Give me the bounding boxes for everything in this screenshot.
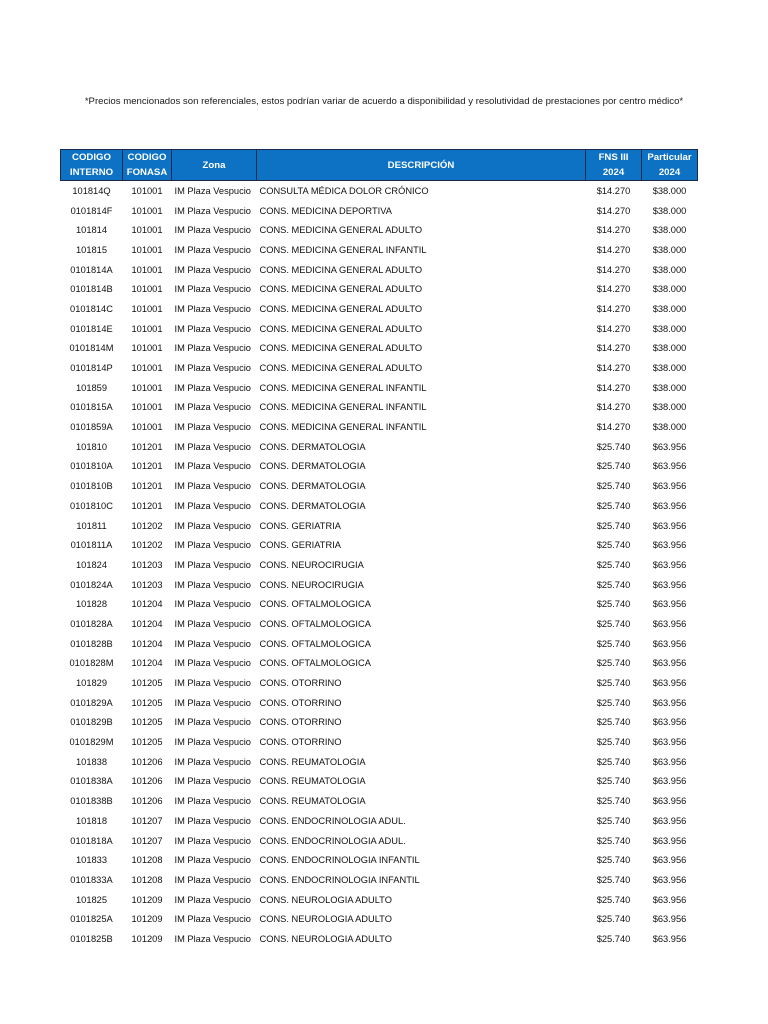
cell-codigo-fonasa: 101209 bbox=[131, 894, 163, 905]
cell-fns-price: $14.270 bbox=[596, 402, 631, 413]
table-row bbox=[61, 201, 698, 221]
table-row bbox=[61, 476, 698, 496]
table-row bbox=[61, 713, 698, 733]
table-row bbox=[61, 890, 698, 910]
cell-descripcion: CONS. REUMATOLOGIA bbox=[259, 796, 366, 807]
table-row bbox=[61, 181, 698, 201]
cell-fns-price: $25.740 bbox=[596, 520, 631, 531]
cell-codigo-fonasa: 101206 bbox=[131, 776, 163, 787]
cell-zona: IM Plaza Vespucio bbox=[174, 244, 251, 255]
header-fns-line1: FNS III bbox=[598, 152, 629, 163]
cell-zona: IM Plaza Vespucio bbox=[174, 402, 251, 413]
cell-codigo-fonasa: 101205 bbox=[131, 678, 163, 689]
table-row bbox=[61, 260, 698, 280]
cell-codigo-fonasa: 101001 bbox=[131, 264, 163, 275]
table-row bbox=[61, 398, 698, 418]
cell-fns-price: $14.270 bbox=[596, 225, 631, 236]
cell-descripcion: CONS. MEDICINA GENERAL ADULTO bbox=[259, 363, 423, 374]
cell-codigo-interno: 101810 bbox=[75, 441, 108, 452]
header-fns bbox=[586, 150, 642, 181]
cell-codigo-interno: 0101810A bbox=[70, 461, 113, 472]
cell-zona: IM Plaza Vespucio bbox=[174, 658, 251, 669]
header-particular-line2: 2024 bbox=[658, 167, 681, 178]
table-row bbox=[61, 417, 698, 437]
cell-codigo-fonasa: 101203 bbox=[131, 559, 163, 570]
cell-fns-price: $25.740 bbox=[596, 678, 631, 689]
cell-descripcion: CONS. MEDICINA GENERAL ADULTO bbox=[259, 323, 423, 334]
cell-codigo-interno: 101838 bbox=[75, 756, 108, 767]
cell-zona: IM Plaza Vespucio bbox=[174, 855, 251, 866]
cell-zona: IM Plaza Vespucio bbox=[174, 933, 251, 944]
table-row bbox=[61, 870, 698, 890]
cell-codigo-fonasa: 101205 bbox=[131, 737, 163, 748]
cell-descripcion: CONS. REUMATOLOGIA bbox=[259, 776, 366, 787]
table-header bbox=[61, 150, 698, 181]
cell-codigo-interno: 0101814E bbox=[70, 323, 113, 334]
cell-codigo-fonasa: 101204 bbox=[131, 599, 163, 610]
cell-particular-price: $38.000 bbox=[652, 225, 687, 236]
cell-codigo-interno: 101815 bbox=[75, 244, 108, 255]
cell-descripcion: CONS. DERMATOLOGIA bbox=[259, 461, 366, 472]
cell-particular-price: $63.956 bbox=[652, 737, 687, 748]
cell-particular-price: $63.956 bbox=[652, 638, 687, 649]
cell-zona: IM Plaza Vespucio bbox=[174, 717, 251, 728]
cell-codigo-fonasa: 101201 bbox=[131, 481, 163, 492]
cell-codigo-interno: 101828 bbox=[75, 599, 108, 610]
cell-codigo-fonasa: 101001 bbox=[131, 323, 163, 334]
cell-particular-price: $63.956 bbox=[652, 618, 687, 629]
cell-codigo-fonasa: 101001 bbox=[131, 185, 163, 196]
cell-particular-price: $63.956 bbox=[652, 697, 687, 708]
price-table bbox=[60, 149, 698, 949]
cell-particular-price: $38.000 bbox=[652, 343, 687, 354]
cell-descripcion: CONS. MEDICINA GENERAL INFANTIL bbox=[259, 402, 427, 413]
cell-zona: IM Plaza Vespucio bbox=[174, 382, 251, 393]
cell-codigo-interno: 0101810B bbox=[70, 481, 113, 492]
cell-fns-price: $14.270 bbox=[596, 284, 631, 295]
cell-codigo-interno: 0101825B bbox=[70, 933, 113, 944]
cell-codigo-fonasa: 101208 bbox=[131, 855, 163, 866]
table-row bbox=[61, 575, 698, 595]
cell-particular-price: $63.956 bbox=[652, 559, 687, 570]
cell-codigo-interno: 0101818A bbox=[70, 835, 113, 846]
cell-zona: IM Plaza Vespucio bbox=[174, 323, 251, 334]
cell-codigo-interno: 0101814M bbox=[69, 343, 114, 354]
cell-codigo-fonasa: 101207 bbox=[131, 815, 163, 826]
cell-codigo-fonasa: 101202 bbox=[131, 520, 163, 531]
cell-codigo-fonasa: 101001 bbox=[131, 402, 163, 413]
cell-particular-price: $38.000 bbox=[652, 244, 687, 255]
cell-descripcion: CONS. ENDOCRINOLOGIA ADUL. bbox=[259, 835, 406, 846]
cell-fns-price: $25.740 bbox=[596, 776, 631, 787]
table-row bbox=[61, 457, 698, 477]
cell-codigo-fonasa: 101001 bbox=[131, 382, 163, 393]
cell-zona: IM Plaza Vespucio bbox=[174, 579, 251, 590]
cell-codigo-fonasa: 101207 bbox=[131, 835, 163, 846]
cell-codigo-fonasa: 101001 bbox=[131, 422, 163, 433]
cell-zona: IM Plaza Vespucio bbox=[174, 776, 251, 787]
table-row bbox=[61, 693, 698, 713]
cell-descripcion: CONS. MEDICINA GENERAL INFANTIL bbox=[259, 422, 427, 433]
cell-codigo-interno: 0101824A bbox=[70, 579, 113, 590]
cell-zona: IM Plaza Vespucio bbox=[174, 481, 251, 492]
table-row bbox=[61, 811, 698, 831]
cell-codigo-fonasa: 101001 bbox=[131, 303, 163, 314]
cell-particular-price: $63.956 bbox=[652, 520, 687, 531]
cell-zona: IM Plaza Vespucio bbox=[174, 205, 251, 216]
table-row bbox=[61, 850, 698, 870]
cell-descripcion: CONS. MEDICINA DEPORTIVA bbox=[259, 205, 392, 216]
cell-fns-price: $14.270 bbox=[596, 205, 631, 216]
cell-particular-price: $63.956 bbox=[652, 678, 687, 689]
cell-fns-price: $14.270 bbox=[596, 264, 631, 275]
cell-particular-price: $63.956 bbox=[652, 658, 687, 669]
cell-codigo-interno: 101811 bbox=[76, 520, 107, 531]
cell-codigo-fonasa: 101001 bbox=[131, 363, 163, 374]
cell-codigo-fonasa: 101204 bbox=[131, 638, 163, 649]
cell-codigo-interno: 0101814F bbox=[70, 205, 113, 216]
cell-descripcion: CONS. OFTALMOLOGICA bbox=[259, 618, 371, 629]
cell-descripcion: CONS. OFTALMOLOGICA bbox=[259, 658, 371, 669]
cell-particular-price: $38.000 bbox=[652, 422, 687, 433]
cell-codigo-interno: 101833 bbox=[75, 855, 108, 866]
cell-particular-price: $63.956 bbox=[652, 461, 687, 472]
table-row bbox=[61, 594, 698, 614]
cell-fns-price: $25.740 bbox=[596, 874, 631, 885]
cell-fns-price: $25.740 bbox=[596, 618, 631, 629]
cell-codigo-interno: 0101859A bbox=[70, 422, 113, 433]
cell-codigo-interno: 0101829A bbox=[70, 697, 113, 708]
table-row bbox=[61, 929, 698, 949]
cell-zona: IM Plaza Vespucio bbox=[174, 796, 251, 807]
cell-zona: IM Plaza Vespucio bbox=[174, 894, 251, 905]
cell-codigo-fonasa: 101208 bbox=[131, 874, 163, 885]
cell-codigo-fonasa: 101001 bbox=[131, 225, 163, 236]
cell-descripcion: CONS. OFTALMOLOGICA bbox=[259, 599, 371, 610]
cell-descripcion: CONS. MEDICINA GENERAL INFANTIL bbox=[259, 382, 427, 393]
cell-descripcion: CONS. MEDICINA GENERAL ADULTO bbox=[259, 284, 423, 295]
cell-fns-price: $14.270 bbox=[596, 323, 631, 334]
table-row bbox=[61, 791, 698, 811]
cell-codigo-interno: 0101833A bbox=[70, 874, 113, 885]
cell-fns-price: $14.270 bbox=[596, 185, 631, 196]
cell-particular-price: $38.000 bbox=[652, 382, 687, 393]
cell-codigo-fonasa: 101203 bbox=[131, 579, 163, 590]
table-row bbox=[61, 378, 698, 398]
cell-codigo-fonasa: 101001 bbox=[131, 244, 163, 255]
cell-fns-price: $25.740 bbox=[596, 461, 631, 472]
cell-codigo-interno: 0101829B bbox=[70, 717, 113, 728]
cell-fns-price: $25.740 bbox=[596, 638, 631, 649]
table-row bbox=[61, 614, 698, 634]
cell-codigo-fonasa: 101204 bbox=[131, 658, 163, 669]
cell-zona: IM Plaza Vespucio bbox=[174, 815, 251, 826]
cell-particular-price: $63.956 bbox=[652, 481, 687, 492]
cell-descripcion: CONS. OTORRINO bbox=[259, 678, 342, 689]
cell-particular-price: $63.956 bbox=[652, 756, 687, 767]
cell-particular-price: $63.956 bbox=[652, 874, 687, 885]
cell-particular-price: $38.000 bbox=[652, 264, 687, 275]
cell-fns-price: $25.740 bbox=[596, 756, 631, 767]
header-codigo-fonasa-line2: FONASA bbox=[126, 167, 168, 178]
table-row bbox=[61, 437, 698, 457]
cell-descripcion: CONS. NEUROLOGIA ADULTO bbox=[259, 894, 392, 905]
cell-codigo-interno: 101824 bbox=[75, 559, 108, 570]
cell-zona: IM Plaza Vespucio bbox=[174, 756, 251, 767]
cell-zona: IM Plaza Vespucio bbox=[174, 225, 251, 236]
header-codigo-interno bbox=[61, 150, 123, 181]
cell-fns-price: $14.270 bbox=[596, 244, 631, 255]
cell-particular-price: $63.956 bbox=[652, 835, 687, 846]
table-row bbox=[61, 220, 698, 240]
cell-codigo-interno: 0101828M bbox=[69, 658, 114, 669]
cell-descripcion: CONS. OTORRINO bbox=[259, 697, 342, 708]
table-row bbox=[61, 732, 698, 752]
cell-codigo-interno: 0101815A bbox=[70, 402, 113, 413]
cell-codigo-fonasa: 101205 bbox=[131, 697, 163, 708]
table-row bbox=[61, 772, 698, 792]
cell-descripcion: CONS. NEUROLOGIA ADULTO bbox=[259, 933, 392, 944]
cell-codigo-interno: 101825 bbox=[75, 894, 108, 905]
cell-codigo-interno: 101814 bbox=[75, 225, 108, 236]
cell-descripcion: CONS. OFTALMOLOGICA bbox=[259, 638, 371, 649]
cell-descripcion: CONS. NEUROLOGIA ADULTO bbox=[259, 914, 392, 925]
cell-particular-price: $63.956 bbox=[652, 579, 687, 590]
cell-zona: IM Plaza Vespucio bbox=[174, 500, 251, 511]
cell-fns-price: $14.270 bbox=[596, 343, 631, 354]
disclaimer-note: *Precios mencionados son referenciales, estos podrían variar de acuerdo a disponibilidad y resolutividad de prestaciones por centro médico* bbox=[84, 96, 684, 107]
cell-descripcion: CONS. DERMATOLOGIA bbox=[259, 481, 366, 492]
cell-fns-price: $25.740 bbox=[596, 737, 631, 748]
cell-descripcion: CONS. ENDOCRINOLOGIA INFANTIL bbox=[259, 874, 420, 885]
cell-particular-price: $63.956 bbox=[652, 815, 687, 826]
cell-codigo-interno: 0101825A bbox=[70, 914, 113, 925]
cell-codigo-fonasa: 101201 bbox=[131, 500, 163, 511]
cell-particular-price: $38.000 bbox=[652, 303, 687, 314]
cell-zona: IM Plaza Vespucio bbox=[174, 540, 251, 551]
cell-fns-price: $25.740 bbox=[596, 658, 631, 669]
cell-codigo-fonasa: 101206 bbox=[131, 756, 163, 767]
cell-particular-price: $63.956 bbox=[652, 933, 687, 944]
cell-particular-price: $63.956 bbox=[652, 500, 687, 511]
cell-fns-price: $14.270 bbox=[596, 303, 631, 314]
cell-zona: IM Plaza Vespucio bbox=[174, 461, 251, 472]
cell-codigo-interno: 0101814C bbox=[70, 303, 113, 314]
table-row bbox=[61, 299, 698, 319]
table-row bbox=[61, 319, 698, 339]
cell-particular-price: $63.956 bbox=[652, 914, 687, 925]
table-row bbox=[61, 752, 698, 772]
table-row bbox=[61, 673, 698, 693]
cell-codigo-fonasa: 101206 bbox=[131, 796, 163, 807]
cell-particular-price: $38.000 bbox=[652, 205, 687, 216]
cell-codigo-interno: 0101814P bbox=[70, 363, 113, 374]
table-row bbox=[61, 909, 698, 929]
cell-fns-price: $25.740 bbox=[596, 500, 631, 511]
cell-fns-price: $25.740 bbox=[596, 599, 631, 610]
cell-codigo-fonasa: 101209 bbox=[131, 933, 163, 944]
cell-zona: IM Plaza Vespucio bbox=[174, 835, 251, 846]
cell-codigo-fonasa: 101202 bbox=[131, 540, 163, 551]
header-row bbox=[61, 150, 698, 181]
cell-zona: IM Plaza Vespucio bbox=[174, 599, 251, 610]
cell-descripcion: CONS. DERMATOLOGIA bbox=[259, 500, 366, 511]
cell-descripcion: CONS. DERMATOLOGIA bbox=[259, 441, 366, 452]
table-row bbox=[61, 358, 698, 378]
table-body bbox=[61, 181, 698, 949]
cell-codigo-interno: 0101828A bbox=[70, 618, 113, 629]
cell-zona: IM Plaza Vespucio bbox=[174, 697, 251, 708]
cell-zona: IM Plaza Vespucio bbox=[174, 678, 251, 689]
header-fns-line2: 2024 bbox=[602, 167, 625, 178]
cell-fns-price: $25.740 bbox=[596, 717, 631, 728]
cell-particular-price: $63.956 bbox=[652, 796, 687, 807]
cell-descripcion: CONS. GERIATRIA bbox=[259, 520, 341, 531]
cell-zona: IM Plaza Vespucio bbox=[174, 185, 251, 196]
cell-zona: IM Plaza Vespucio bbox=[174, 520, 251, 531]
table-row bbox=[61, 831, 698, 851]
cell-codigo-fonasa: 101209 bbox=[131, 914, 163, 925]
cell-zona: IM Plaza Vespucio bbox=[174, 737, 251, 748]
cell-fns-price: $25.740 bbox=[596, 894, 631, 905]
cell-codigo-interno: 101814Q bbox=[72, 185, 111, 196]
cell-descripcion: CONSULTA MÉDICA DOLOR CRÓNICO bbox=[259, 185, 429, 196]
cell-particular-price: $38.000 bbox=[652, 363, 687, 374]
cell-codigo-interno: 0101828B bbox=[70, 638, 113, 649]
cell-codigo-fonasa: 101001 bbox=[131, 205, 163, 216]
cell-zona: IM Plaza Vespucio bbox=[174, 618, 251, 629]
cell-particular-price: $63.956 bbox=[652, 441, 687, 452]
cell-descripcion: CONS. REUMATOLOGIA bbox=[259, 756, 366, 767]
cell-particular-price: $63.956 bbox=[652, 776, 687, 787]
table-row bbox=[61, 634, 698, 654]
cell-descripcion: CONS. NEUROCIRUGIA bbox=[259, 579, 364, 590]
cell-fns-price: $25.740 bbox=[596, 855, 631, 866]
cell-zona: IM Plaza Vespucio bbox=[174, 874, 251, 885]
cell-particular-price: $38.000 bbox=[652, 323, 687, 334]
cell-descripcion: CONS. GERIATRIA bbox=[259, 540, 341, 551]
cell-codigo-fonasa: 101204 bbox=[131, 618, 163, 629]
cell-zona: IM Plaza Vespucio bbox=[174, 914, 251, 925]
cell-fns-price: $25.740 bbox=[596, 481, 631, 492]
cell-codigo-interno: 0101829M bbox=[69, 737, 114, 748]
header-codigo-fonasa-line1: CODIGO bbox=[127, 152, 167, 163]
cell-descripcion: CONS. ENDOCRINOLOGIA INFANTIL bbox=[259, 855, 420, 866]
cell-fns-price: $25.740 bbox=[596, 933, 631, 944]
cell-descripcion: CONS. ENDOCRINOLOGIA ADUL. bbox=[259, 815, 406, 826]
table-row bbox=[61, 496, 698, 516]
cell-zona: IM Plaza Vespucio bbox=[174, 422, 251, 433]
cell-fns-price: $25.740 bbox=[596, 796, 631, 807]
cell-descripcion: CONS. MEDICINA GENERAL ADULTO bbox=[259, 264, 423, 275]
cell-zona: IM Plaza Vespucio bbox=[174, 559, 251, 570]
cell-descripcion: CONS. MEDICINA GENERAL INFANTIL bbox=[259, 244, 427, 255]
header-codigo-fonasa bbox=[123, 150, 172, 181]
cell-zona: IM Plaza Vespucio bbox=[174, 343, 251, 354]
cell-codigo-interno: 0101838B bbox=[70, 796, 113, 807]
cell-codigo-fonasa: 101001 bbox=[131, 284, 163, 295]
cell-fns-price: $25.740 bbox=[596, 540, 631, 551]
cell-fns-price: $25.740 bbox=[596, 815, 631, 826]
cell-particular-price: $38.000 bbox=[652, 402, 687, 413]
cell-descripcion: CONS. OTORRINO bbox=[259, 717, 342, 728]
cell-codigo-fonasa: 101205 bbox=[131, 717, 163, 728]
cell-codigo-interno: 101859 bbox=[75, 382, 108, 393]
header-particular bbox=[642, 150, 698, 181]
cell-particular-price: $63.956 bbox=[652, 894, 687, 905]
cell-fns-price: $14.270 bbox=[596, 363, 631, 374]
cell-fns-price: $25.740 bbox=[596, 697, 631, 708]
cell-zona: IM Plaza Vespucio bbox=[174, 284, 251, 295]
cell-fns-price: $14.270 bbox=[596, 382, 631, 393]
header-codigo-interno-line1: CODIGO bbox=[72, 152, 111, 163]
cell-descripcion: CONS. OTORRINO bbox=[259, 737, 342, 748]
cell-codigo-fonasa: 101201 bbox=[131, 461, 163, 472]
cell-fns-price: $25.740 bbox=[596, 559, 631, 570]
cell-zona: IM Plaza Vespucio bbox=[174, 441, 251, 452]
header-zona: Zona bbox=[172, 150, 257, 181]
cell-codigo-interno: 101818 bbox=[75, 815, 108, 826]
table-row bbox=[61, 654, 698, 674]
header-particular-line1: Particular bbox=[647, 152, 692, 163]
cell-codigo-fonasa: 101201 bbox=[131, 441, 163, 452]
cell-codigo-interno: 101829 bbox=[75, 678, 108, 689]
cell-particular-price: $38.000 bbox=[652, 185, 687, 196]
header-codigo-interno-line2: INTERNO bbox=[69, 167, 114, 178]
cell-codigo-interno: 0101811A bbox=[70, 540, 113, 551]
table-row bbox=[61, 516, 698, 536]
cell-particular-price: $63.956 bbox=[652, 855, 687, 866]
table-row bbox=[61, 240, 698, 260]
cell-zona: IM Plaza Vespucio bbox=[174, 363, 251, 374]
cell-fns-price: $25.740 bbox=[596, 914, 631, 925]
cell-particular-price: $63.956 bbox=[652, 540, 687, 551]
cell-descripcion: CONS. NEUROCIRUGIA bbox=[259, 559, 364, 570]
cell-zona: IM Plaza Vespucio bbox=[174, 264, 251, 275]
cell-zona: IM Plaza Vespucio bbox=[174, 638, 251, 649]
cell-codigo-interno: 0101810C bbox=[70, 500, 113, 511]
cell-particular-price: $38.000 bbox=[652, 284, 687, 295]
table-row bbox=[61, 279, 698, 299]
cell-fns-price: $25.740 bbox=[596, 835, 631, 846]
cell-codigo-fonasa: 101001 bbox=[131, 343, 163, 354]
table-row bbox=[61, 339, 698, 359]
cell-particular-price: $63.956 bbox=[652, 717, 687, 728]
cell-descripcion: CONS. MEDICINA GENERAL ADULTO bbox=[259, 303, 423, 314]
cell-descripcion: CONS. MEDICINA GENERAL ADULTO bbox=[259, 225, 423, 236]
cell-fns-price: $14.270 bbox=[596, 422, 631, 433]
cell-descripcion: CONS. MEDICINA GENERAL ADULTO bbox=[259, 343, 423, 354]
cell-particular-price: $63.956 bbox=[652, 599, 687, 610]
cell-fns-price: $25.740 bbox=[596, 441, 631, 452]
table-row bbox=[61, 555, 698, 575]
cell-zona: IM Plaza Vespucio bbox=[174, 303, 251, 314]
table-row bbox=[61, 535, 698, 555]
cell-fns-price: $25.740 bbox=[596, 579, 631, 590]
cell-codigo-interno: 0101814B bbox=[70, 284, 113, 295]
cell-codigo-interno: 0101838A bbox=[70, 776, 113, 787]
cell-codigo-interno: 0101814A bbox=[70, 264, 113, 275]
header-descripcion: DESCRIPCIÓN bbox=[257, 150, 586, 181]
